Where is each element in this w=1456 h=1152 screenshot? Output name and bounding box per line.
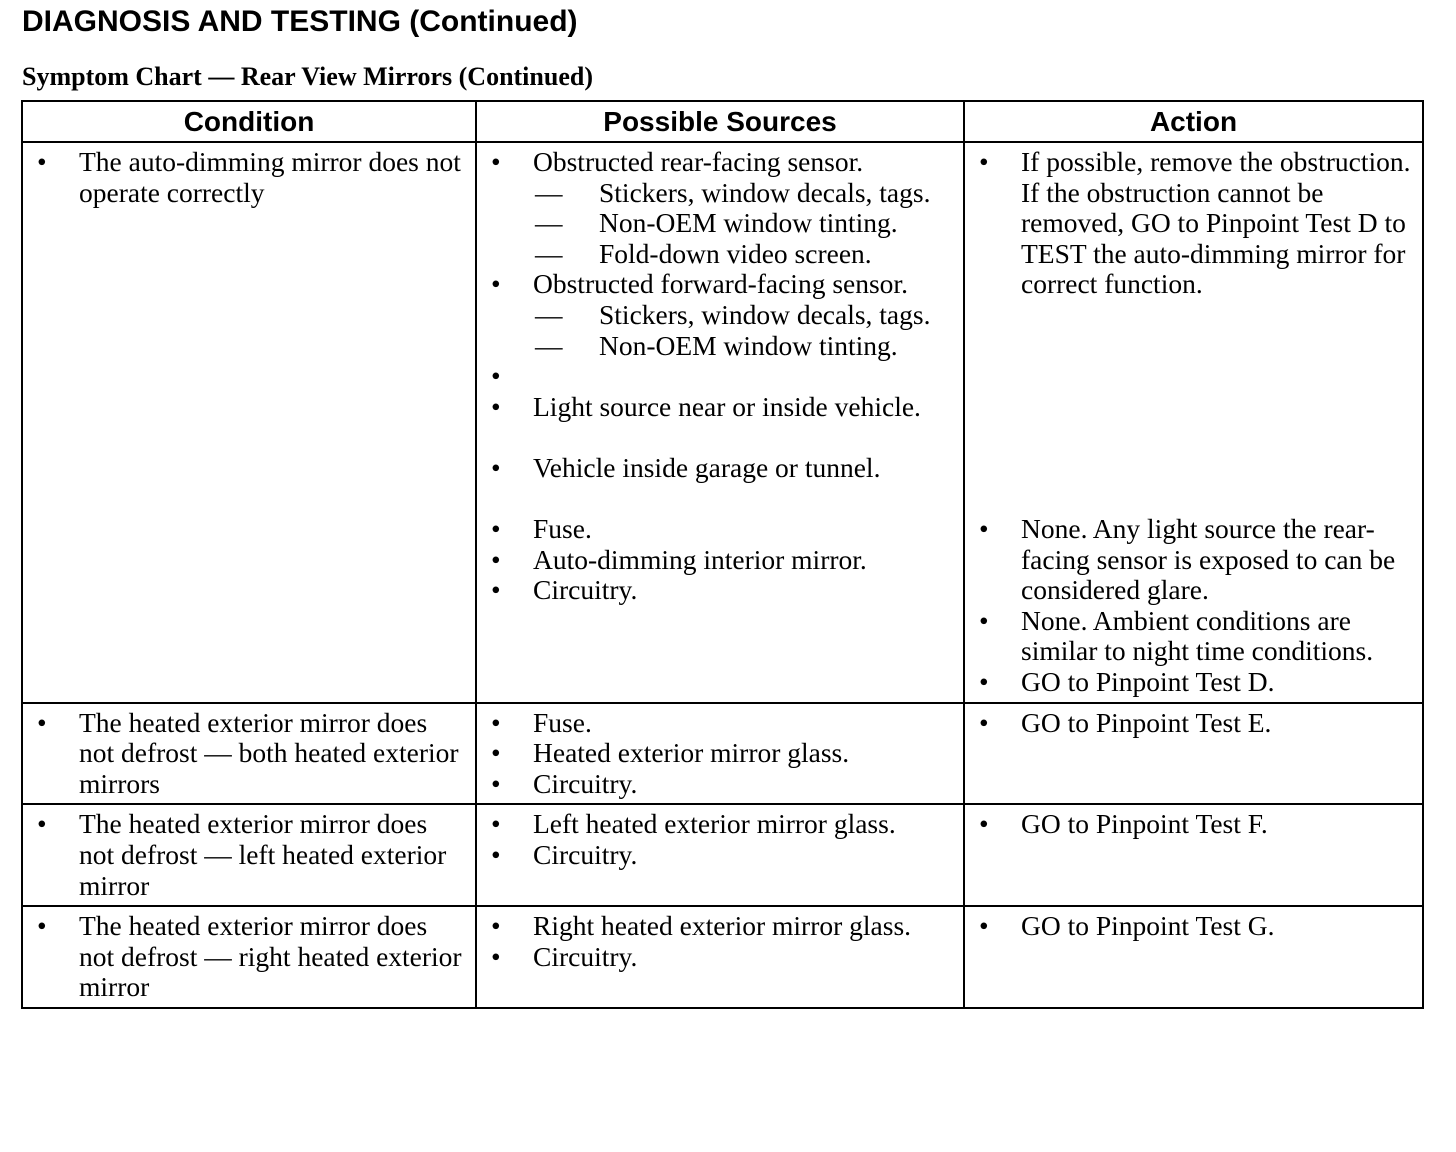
sources-cell [476,142,964,703]
source-subitem [477,300,963,331]
action-item [965,809,1422,840]
table-row [22,142,1423,703]
source-subitem-text: Stickers, window decals, tags. [599,298,931,330]
action-text: If possible, remove the obstruction. If the obstruction cannot be removed, GO to Pinpoint Test D to TEST the auto-dimming mirror for correct function. [1021,146,1411,300]
table-row [22,804,1423,906]
bullet-icon: • [491,808,501,840]
source-text: Circuitry. [533,838,638,870]
condition-text: The heated exterior mirror does not defrost — right heated exterior mirror [79,910,462,1003]
source-item [477,840,963,871]
bullet-icon: • [979,665,989,697]
bullet-icon: • [979,706,989,738]
action-item [965,911,1422,942]
bullet-icon: • [491,940,501,972]
dash-icon: — [535,329,563,361]
source-subitem [477,331,963,362]
bullet-icon: • [37,146,47,177]
bullet-icon: • [979,604,989,636]
source-text: Left heated exterior mirror glass. [533,808,896,840]
action-cell [964,142,1423,703]
dash-icon: — [535,237,563,269]
bullet-icon: • [491,574,501,606]
bullet-icon: • [979,512,989,544]
bullet-icon: • [491,838,501,870]
source-subitem-text: Fold-down video screen. [599,237,872,269]
bullet-icon: • [491,543,501,575]
source-item [477,453,963,484]
column-header-possible-sources: Possible Sources [476,101,964,142]
source-item [477,911,963,942]
bullet-icon: • [491,451,501,483]
action-item [965,147,1422,300]
bullet-icon: • [491,360,501,392]
condition-text: The auto-dimming mirror does not operate correctly [79,146,461,208]
action-text: GO to Pinpoint Test D. [1021,665,1275,697]
source-text: Circuitry. [533,574,638,606]
source-subitem [477,239,963,270]
action-text: None. Any light source the rear-facing sensor is exposed to can be considered glare. [1021,512,1396,606]
source-text: Obstructed forward-facing sensor. [533,268,908,300]
source-text: Fuse. [533,706,592,738]
source-text: Circuitry. [533,767,638,799]
source-subitem-text: Stickers, window decals, tags. [599,176,931,208]
source-subitem-text: Non-OEM window tinting. [599,207,898,239]
condition-item [23,911,475,1003]
bullet-icon: • [491,268,501,300]
column-header-condition: Condition [22,101,476,142]
source-subitem-text: Non-OEM window tinting. [599,329,898,361]
action-item [965,708,1422,739]
bullet-icon: • [491,706,501,738]
action-text: GO to Pinpoint Test E. [1021,706,1272,738]
condition-cell [22,906,476,1008]
condition-text: The heated exterior mirror does not defrost — both heated exterior mirrors [79,706,459,799]
source-item [477,575,963,606]
source-text: Light source near or inside vehicle. [533,390,921,422]
bullet-icon: • [491,513,501,545]
dash-icon: — [535,176,563,208]
condition-cell [22,804,476,906]
condition-text: The heated exterior mirror does not defrost — left heated exterior mirror [79,808,447,901]
source-item-empty [477,361,963,392]
source-subitem [477,208,963,239]
source-item [477,545,963,576]
source-text: Fuse. [533,513,592,545]
condition-item [23,147,475,208]
action-text: GO to Pinpoint Test G. [1021,910,1275,942]
bullet-icon: • [491,146,501,177]
source-item [477,392,963,423]
table-row [22,906,1423,1008]
spacer [965,300,1422,514]
action-item [965,667,1422,698]
condition-item [23,809,475,901]
dash-icon: — [535,298,563,330]
page-heading: DIAGNOSIS AND TESTING (Continued) [22,5,578,38]
column-header-action: Action [964,101,1423,142]
action-text: GO to Pinpoint Test F. [1021,808,1268,840]
condition-cell [22,703,476,805]
bullet-icon: • [979,808,989,840]
spacer [477,484,963,515]
condition-item [23,708,475,800]
bullet-icon: • [491,737,501,769]
source-item [477,809,963,840]
bullet-icon: • [37,808,47,840]
condition-cell [22,142,476,703]
bullet-icon: • [491,767,501,799]
source-item [477,708,963,739]
source-item [477,769,963,800]
source-text: Heated exterior mirror glass. [533,737,850,769]
source-item [477,942,963,973]
bullet-icon: • [37,706,47,738]
sources-cell [476,804,964,906]
bullet-icon: • [491,390,501,422]
source-item [477,269,963,300]
bullet-icon: • [979,146,989,177]
action-cell [964,703,1423,805]
dash-icon: — [535,207,563,239]
action-text: None. Ambient conditions are similar to night time conditions. [1021,604,1374,667]
action-cell [964,906,1423,1008]
source-text: Right heated exterior mirror glass. [533,910,912,942]
sources-cell [476,703,964,805]
chart-title: Symptom Chart — Rear View Mirrors (Continued) [22,62,593,91]
source-item [477,514,963,545]
source-subitem [477,178,963,209]
table-row [22,703,1423,805]
table-header-row [22,101,1423,142]
symptom-table [21,100,1424,1009]
source-text: Auto-dimming interior mirror. [533,543,867,575]
bullet-icon: • [491,910,501,942]
spacer [477,422,963,453]
source-text: Circuitry. [533,940,638,972]
source-item [477,738,963,769]
source-text: Obstructed rear-facing sensor. [533,146,864,177]
action-item [965,606,1422,667]
sources-cell [476,906,964,1008]
bullet-icon: • [979,910,989,942]
action-item [965,514,1422,606]
bullet-icon: • [37,910,47,942]
action-cell [964,804,1423,906]
source-text: Vehicle inside garage or tunnel. [533,451,881,483]
source-item [477,147,963,178]
